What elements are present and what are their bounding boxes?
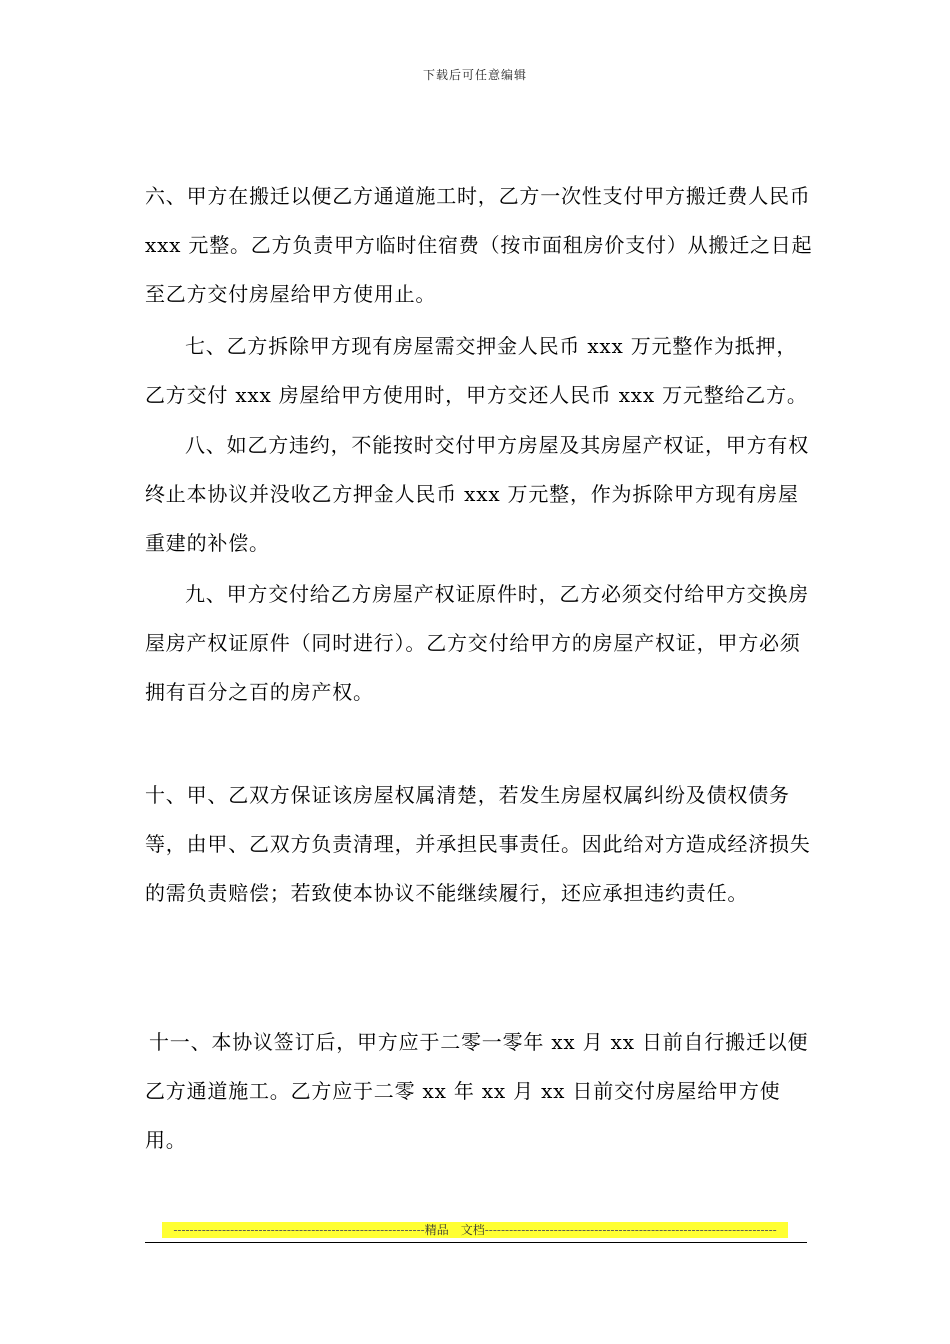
clause-9-paragraph: 九、甲方交付给乙方房屋产权证原件时，乙方必须交付给甲方交换房屋房产权证原件（同时进行）。乙方交付给甲方的房屋产权证，甲方必须拥有百分之百的房产权。 xyxy=(145,582,809,704)
clause-8-paragraph: 八、如乙方违约，不能按时交付甲方房屋及其房屋产权证，甲方有权终止本协议并没收乙方押金人民币 xxx 万元整，作为拆除甲方现有房屋重建的补偿。 xyxy=(145,433,809,555)
footer-rule xyxy=(145,1242,807,1243)
footer-banner xyxy=(162,1222,788,1238)
footer-dashes-left: -------------------------------------------------------------- xyxy=(173,1223,425,1237)
header-note: 下载后可任意编辑 xyxy=(422,68,527,82)
footer-dashes-right: ------------------------------------------------------------------------ xyxy=(484,1223,777,1237)
clause-7-paragraph: 七、乙方拆除甲方现有房屋需交押金人民币 xxx 万元整作为抵押，乙方交付 xxx 房屋给甲方使用时，甲方交还人民币 xxx 万元整给乙方。 xyxy=(145,334,808,407)
clause-11-paragraph: 十一、本协议签订后，甲方应于二零一零年 xx 月 xx 日前自行搬迁以便乙方通道施工。乙方应于二零 xx 年 xx 月 xx 日前交付房屋给甲方使用。 xyxy=(145,1030,809,1152)
clause-10-paragraph: 十、甲、乙双方保证该房屋权属清楚，若发生房屋权属纠纷及债权债务等，由甲、乙双方负责清理，并承担民事责任。因此给对方造成经济损失的需负责赔偿；若致使本协议不能继续履行，还应承担违约责任。 xyxy=(145,783,811,905)
footer-label: 精品 文档 xyxy=(424,1223,485,1237)
clause-6-paragraph: 六、甲方在搬迁以便乙方通道施工时，乙方一次性支付甲方搬迁费人民币 xxx 元整。乙方负责甲方临时住宿费（按市面租房价支付）从搬迁之日起至乙方交付房屋给甲方使用止。 xyxy=(145,184,813,306)
